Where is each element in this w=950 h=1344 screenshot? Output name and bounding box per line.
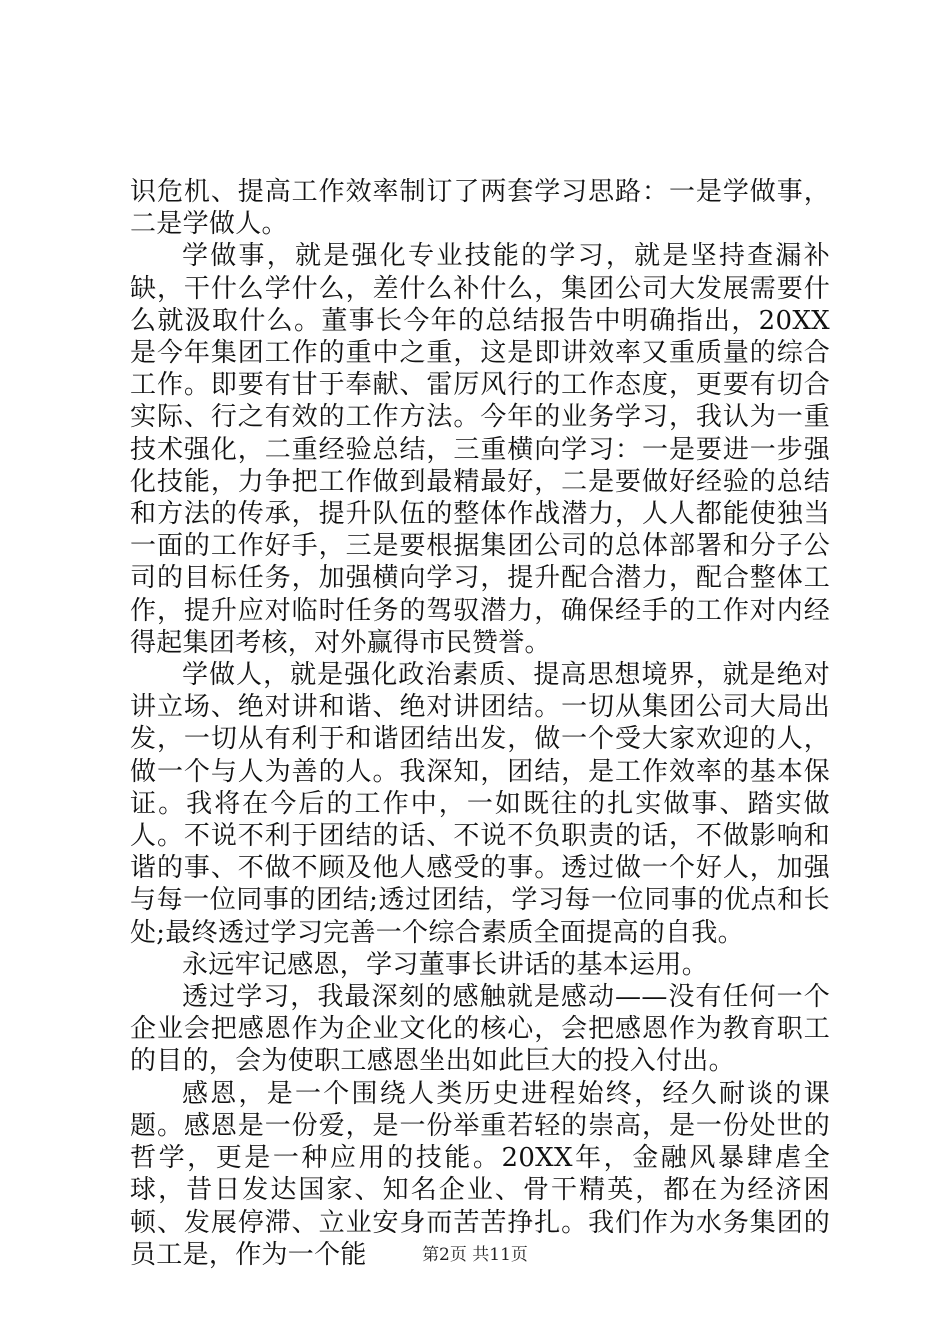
paragraph-2: 学做事，就是强化专业技能的学习，就是坚持查漏补缺，干什么学什么，差什么补什么，集团公司大发展需要什么就汲取什么。董事长今年的总结报告中明确指出，20XX是今年集团工作的重中之重，这是即讲效率又重质量的综合工作。即要有甘于奉献、雷厉风行的工作态度，更要有切合实际、行之有效的工作方法。今年的业务学习，我认为一重技术强化，二重经验总结，三重横向学习：一是要进一步强化技能，力争把工作做到最精最好，二是要做好经验的总结和方法的传承，提升队伍的整体作战潜力，人人都能使独当一面的工作好手，三是要根据集团公司的总体部署和分子公司的目标任务，加强横向学习，提升配合潜力，配合整体工作，提升应对临时任务的驾驭潜力，确保经手的工作对内经得起集团考核，对外赢得市民赞誉。 [130,241,830,658]
page-number-footer: 第2页 共11页 [422,1245,528,1265]
paragraph-1: 识危机、提高工作效率制订了两套学习思路：一是学做事，二是学做人。 [130,177,830,240]
document-body [130,176,830,1271]
paragraph-3: 学做人，就是强化政治素质、提高思想境界，就是绝对讲立场、绝对讲和谐、绝对讲团结。一切从集团公司大局出发，一切从有利于和谐团结出发，做一个受大家欢迎的人，做一个与人为善的人。我深知，团结，是工作效率的基本保证。我将在今后的工作中，一如既往的扎实做事、踏实做人。不说不利于团结的话、不说不负职责的话，不做影响和谐的事、不做不顾及他人感受的事。透过做一个好人，加强与每一位同事的团结;透过团结，学习每一位同事的优点和长处;最终透过学习完善一个综合素质全面提高的自我。 [130,660,830,948]
paragraph-5: 透过学习，我最深刻的感触就是感动——没有任何一个企业会把感恩作为企业文化的核心，会把感恩作为教育职工的目的，会为使职工感恩坐出如此巨大的投入付出。 [130,982,830,1077]
paragraph-6: 感恩，是一个围绕人类历史进程始终，经久耐谈的课题。感恩是一份爱，是一份举重若轻的崇高，是一份处世的哲学，更是一种应用的技能。20XX年，金融风暴肆虐全球，昔日发达国家、知名企业、骨干精英，都在为经济困顿、发展停滞、立业安身而苦苦挣扎。我们作为水务集团的员工是，作为一个能 [130,1078,830,1270]
paragraph-4: 永远牢记感恩，学习董事长讲话的基本运用。 [182,949,709,980]
